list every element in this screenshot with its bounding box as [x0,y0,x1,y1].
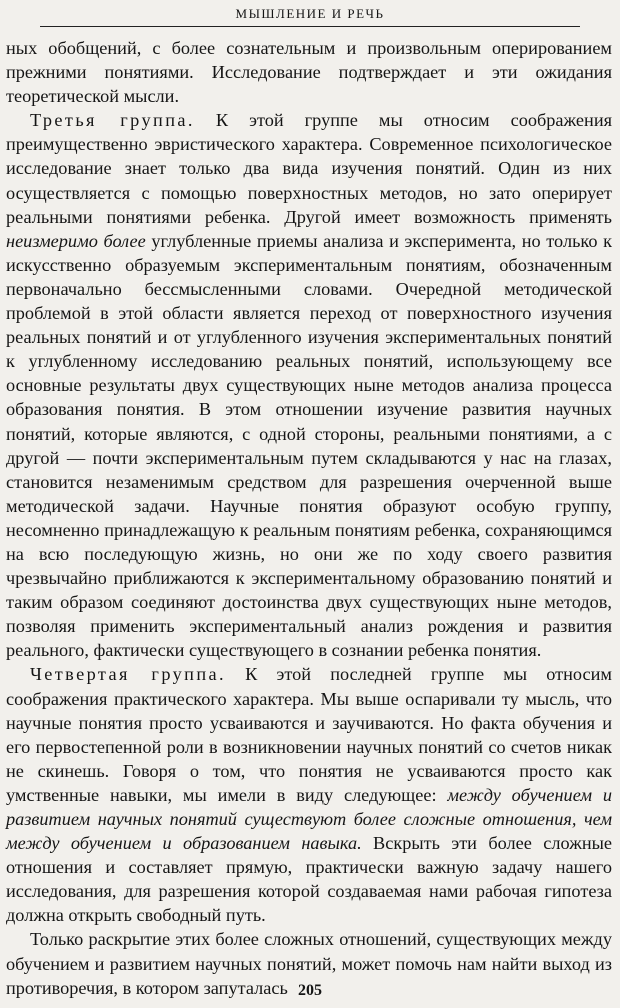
italic-run: неизмеримо более [6,230,146,251]
text-run: К этой группе мы относим соображения преимущественно эвристического характера. Современное психологическое исследование знает только два вида изучения понятий. Один из них осуществляется с помощью поверхностных методов, но зато оперирует реальными понятиями ребенка. Другой имеет возможность применять [6,110,613,227]
italic-run: между обучением и развитием научных понятий существуют более сложные отношения, чем между обучением и образованием навыка. [6,784,612,854]
text-run: углубленные приемы анализа и эксперимента, но только к искусственно образуемым экспериментальным понятиям, обозначенным первоначально бессмысленными словами. Очередной методической проблемой в этой области является переход от поверхностного изучения реальных понятий и от углубленного изучения экспериментальных понятий к углубленному исследованию реальных понятий, использующему все основные результаты двух существующих ныне методов анализа процесса образования понятия. В этом отношении изучение развития научных понятий, которые являются, с одной стороны, реальными понятиями, а с другой — почти экспериментальным путем складываются у нас на глазах, становится незаменимым средством для разрешения очерченной выше методической задачи. Научные понятия образуют особую группу, несомненно принадлежащую к реальным понятиям ребенка, сохраняющимся на всю последующую жизнь, но они же по ходу своего развития чрезвычайно приближаются к экспериментальному образованию понятий и таким образом соединяют достоинства двух существующих ныне методов, позволяя применить экспериментальный анализ рождения и развития реального, фактически существующего в сознании ребенка понятия. [6,230,613,661]
text-run: К этой последней группе мы относим соображения практического характера. Мы выше оспаривали ту мысль, что научные понятия просто усваиваются и заучиваются. Но факта обучения и его первостепенной роли в возникновении научных понятий со счетов никак не скинешь. Говоря о том, что понятия не усваиваются просто как умственные навыки, мы имели в виду следующее: [6,664,612,805]
text-run: Только раскрытие этих более сложных отношений, существующих между обучением и развитием научных понятий, может помочь нам найти выход из противоречия, в котором запуталась [6,929,612,998]
text-run: ных обобщений, с более сознательным и произвольным оперированием прежними понятиями. Исследование подтверждает и эти ожидания теоретической мысли. [6,38,612,107]
paragraph [6,108,612,662]
text-run: Вскрыть эти более сложные отношения и составляет прямую, практически важную задачу нашего исследования, для разрешения которой создаваемая нами рабочая гипотеза должна открыть свободный путь. [6,833,612,926]
section-heading-run: Четвертая группа. [30,664,227,685]
page-number: 205 [298,982,322,999]
paragraph [6,36,612,108]
paragraph [6,662,612,927]
section-heading-run: Третья группа. [30,110,195,131]
running-header: МЫШЛЕНИЕ И РЕЧЬ [40,6,580,27]
body-text [6,36,612,1000]
